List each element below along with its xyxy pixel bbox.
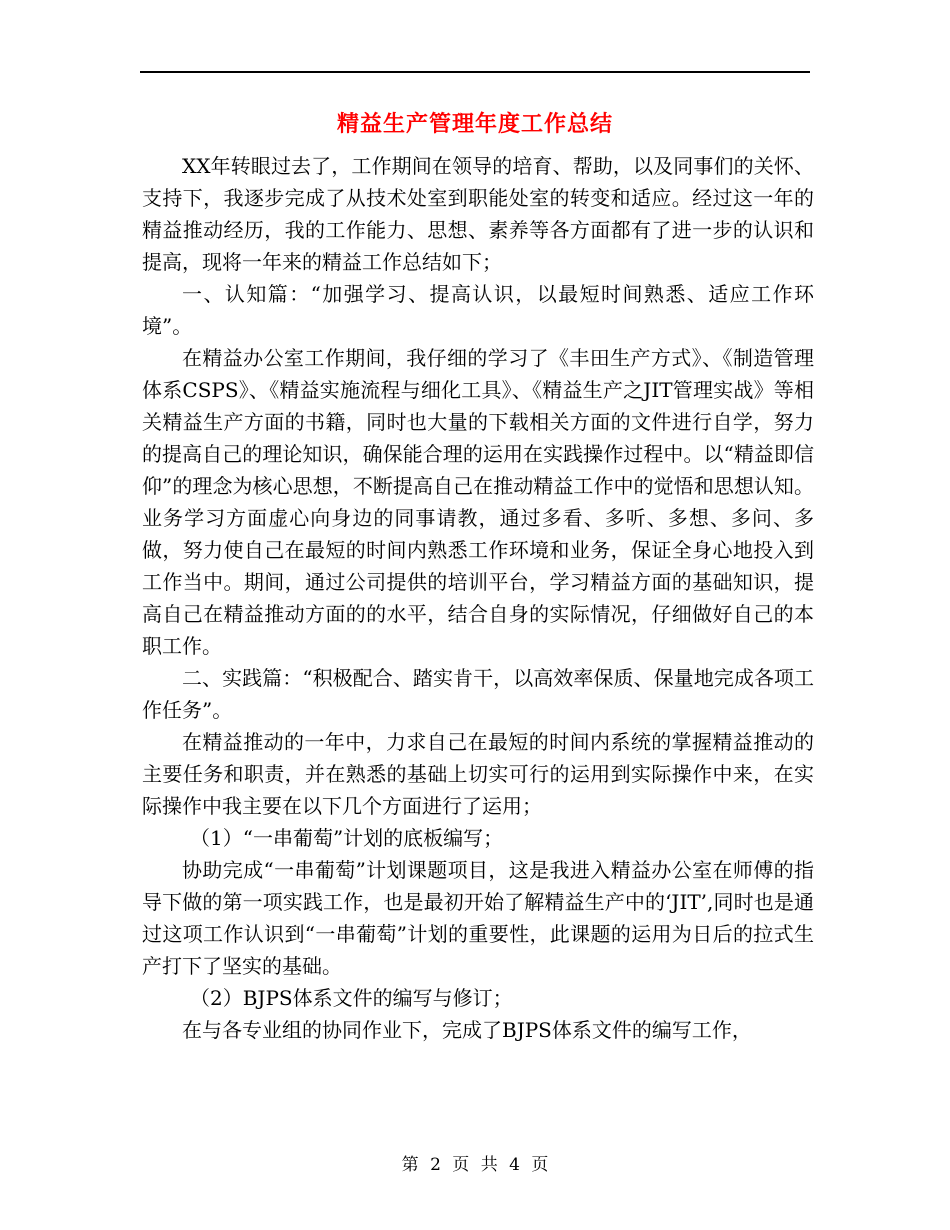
paragraph-grape-plan: 协助完成“一串葡萄”计划课题项目，这是我进入精益办公室在师傅的指导下做的第一项实践工作，也是最初开始了解精益生产中的‘JIT’,同时也是通过这项工作认识到“一串葡萄”计划的重要性，此课题的运用为日后的拉式生产打下了坚实的基础。 [142,858,814,978]
paragraph-study: 在精益办公室工作期间，我仔细的学习了《丰田生产方式》、《制造管理体系CSPS》、《精益实施流程与细化工具》、《精益生产之JIT管理实战》等相关精益生产方面的书籍，同时也大量的下载相关方面的文件进行自学，努力的提高自己的理论知识，确保能合理的运用在实践操作过程中。以“精益即信仰”的理念为核心思想，不断提高自己在推动精益工作中的觉悟和思想认知。业务学习方面虚心向身边的同事请教，通过多看、多听、多想、多问、多做，努力使自己在最短的时间内熟悉工作环境和业务，保证全身心地投入到工作当中。期间，通过公司提供的培训平台，学习精益方面的基础知识，提高自己在精益推动方面的的水平，结合自身的实际情况，仔细做好自己的本职工作。 [142,346,814,658]
paragraph-bjps: 在与各专业组的协同作业下，完成了BJPS体系文件的编写工作， [182,1018,752,1042]
paragraph-intro: XX年转眼过去了，工作期间在领导的培育、帮助，以及同事们的关怀、支持下，我逐步完成了从技术处室到职能处室的转变和适应。经过这一年的精益推动经历，我的工作能力、思想、素养等各方面都有了进一步的认识和提高，现将一年来的精益工作总结如下； [142,154,814,274]
section-heading-practice: 二、实践篇：“积极配合、踏实肯干，以高效率保质、保量地完成各项工作任务”。 [142,666,814,722]
list-item-bjps: （2）BJPS体系文件的编写与修订； [190,986,513,1010]
document-title: 精益生产管理年度工作总结 [336,112,613,137]
page-footer: 第 2 页 共 4 页 [401,1155,549,1175]
document-body [142,150,814,1046]
list-item-grape-plan: （1）“一串葡萄”计划的底板编写； [190,826,504,850]
section-heading-cognition: 一、认知篇：“加强学习、提高认识，以最短时间熟悉、适应工作环境”。 [142,282,814,338]
paragraph-practice: 在精益推动的一年中，力求自己在最短的时间内系统的掌握精益推动的主要任务和职责，并在熟悉的基础上切实可行的运用到实际操作中来，在实际操作中我主要在以下几个方面进行了运用； [142,730,814,818]
header-rule [140,71,810,73]
